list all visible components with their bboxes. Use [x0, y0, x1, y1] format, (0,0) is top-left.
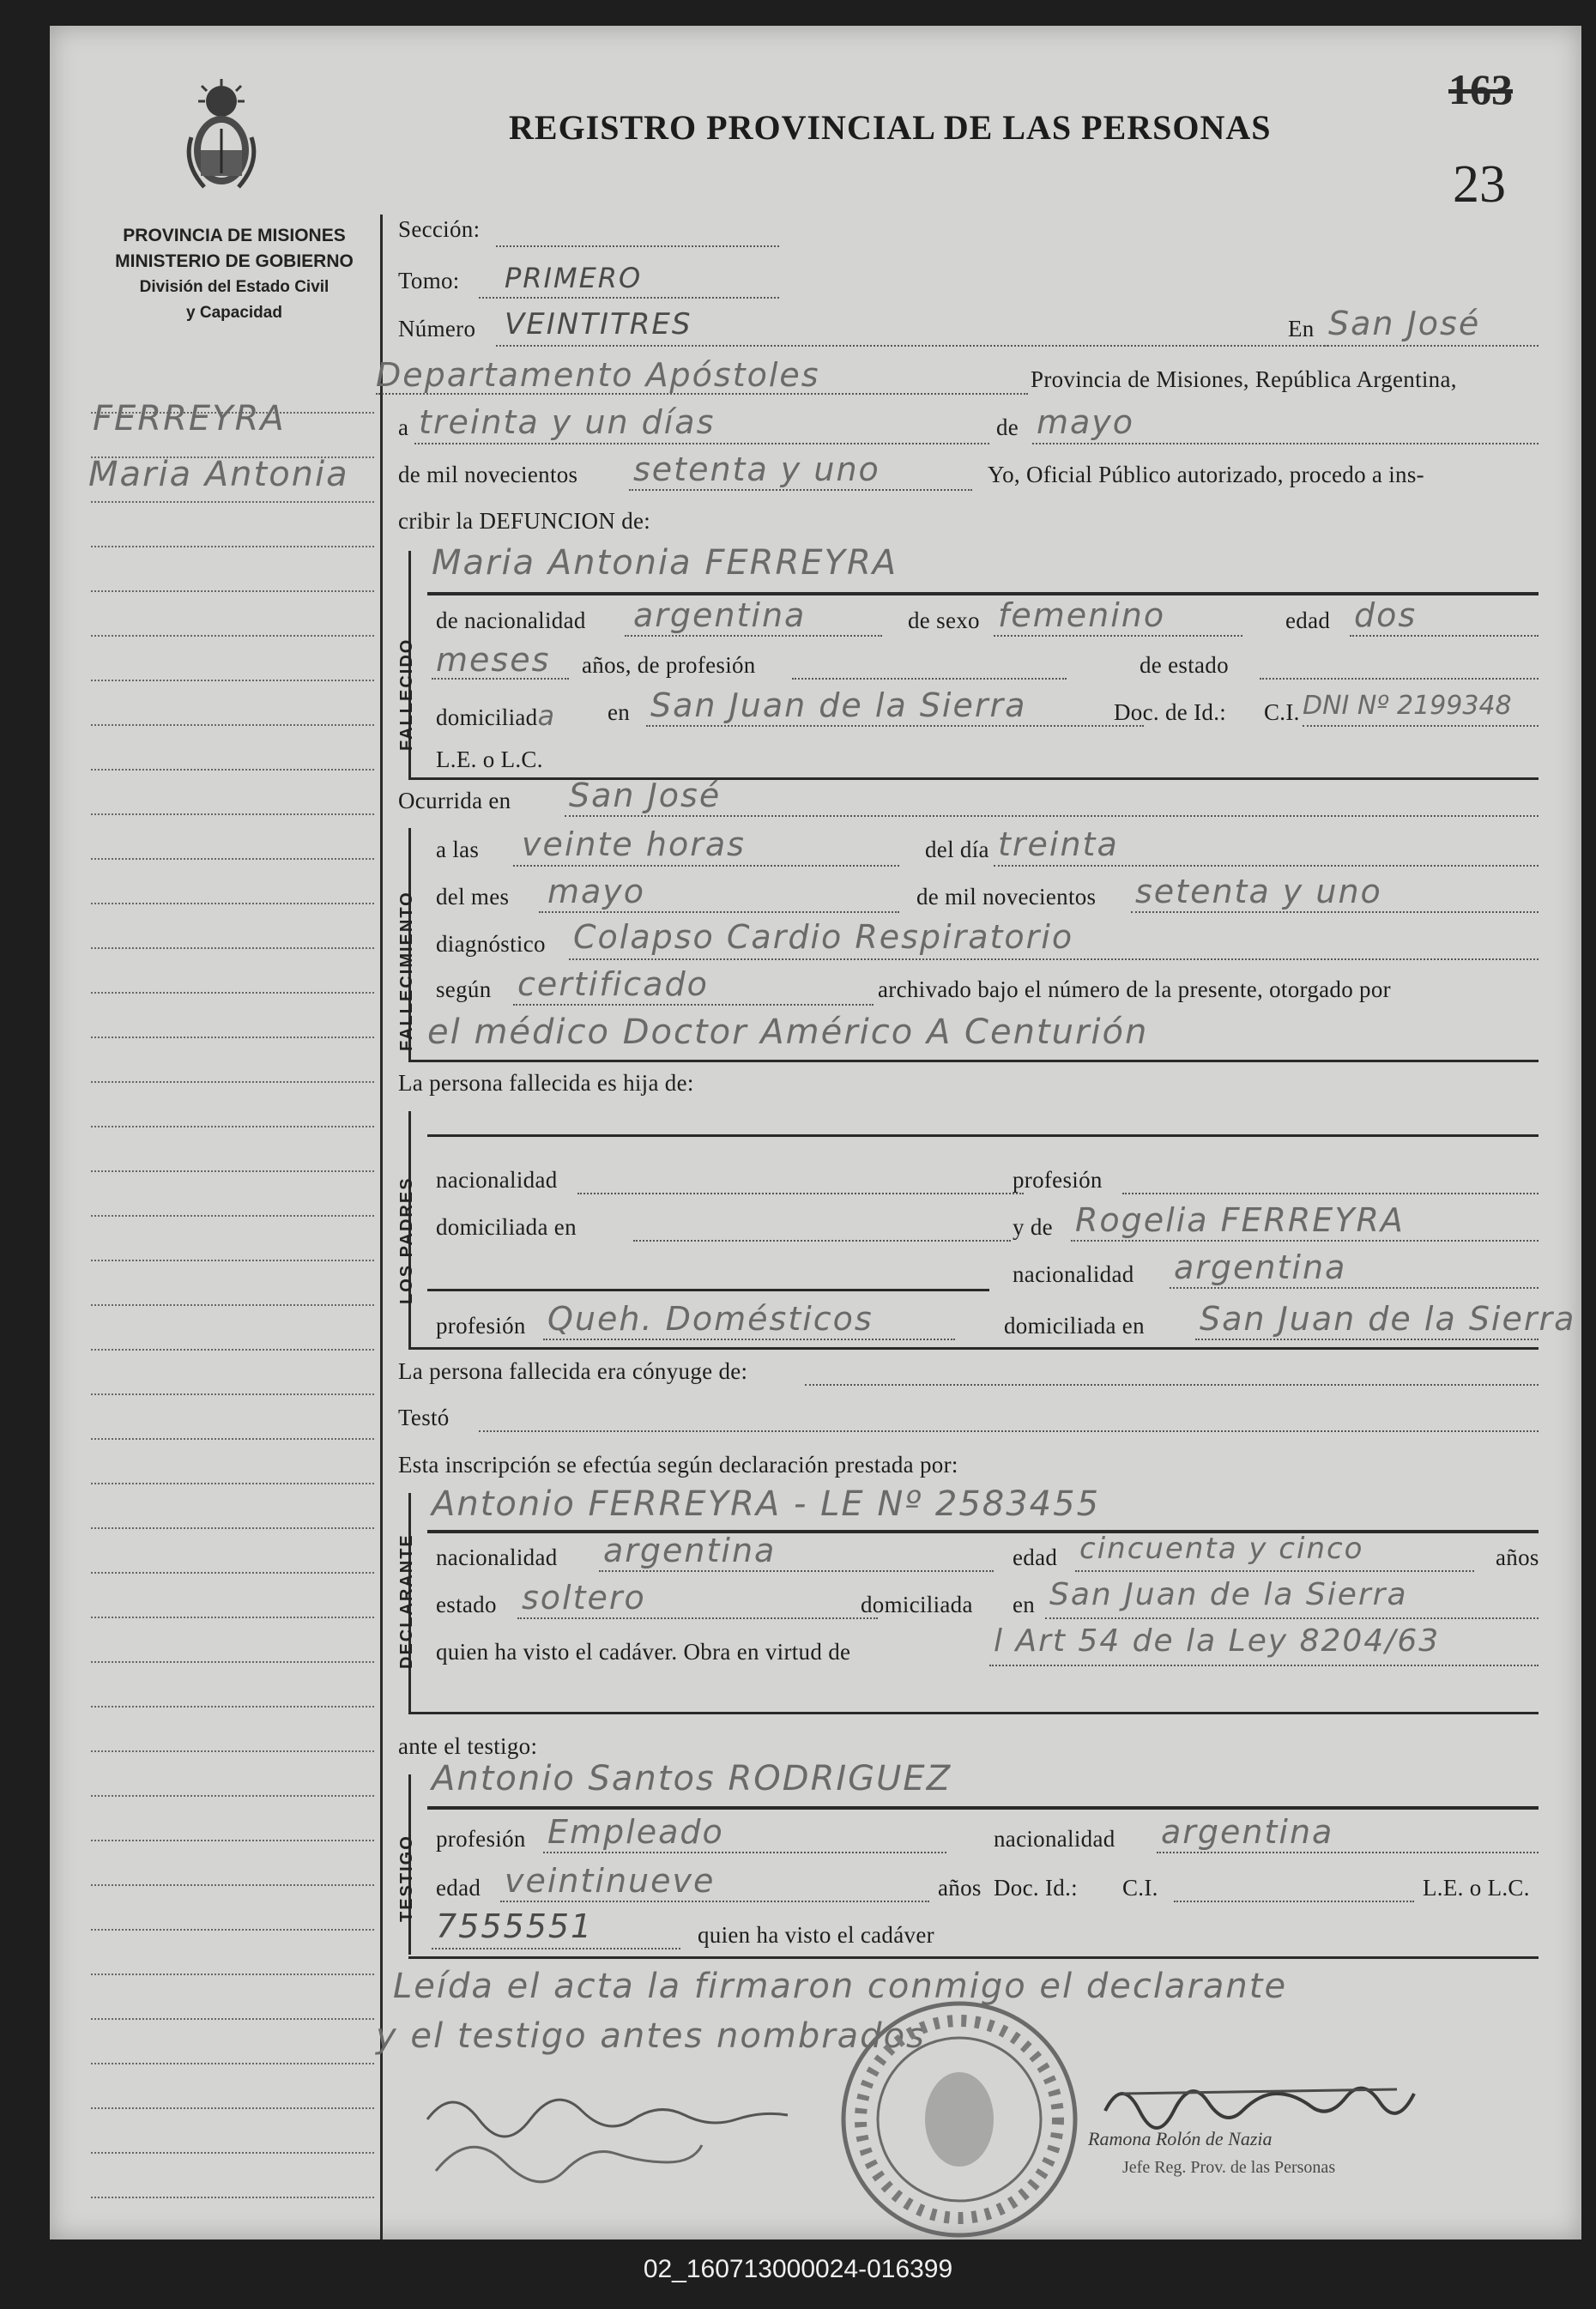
- margin-ruled-line: [91, 724, 374, 726]
- margin-ruled-line: [91, 1572, 374, 1574]
- testigo-profesion: Empleado: [547, 1813, 724, 1851]
- margin-ruled-line: [91, 1974, 374, 1975]
- declarante-en-label: en: [1013, 1592, 1036, 1617]
- madre-domicilio: San Juan de la Sierra: [1200, 1300, 1576, 1338]
- padre-nacionalidad-label: nacionalidad: [436, 1167, 558, 1193]
- declarante-edad-label: edad: [1013, 1544, 1058, 1570]
- margin-ruled-line: [91, 456, 374, 458]
- margin-ruled-line: [91, 590, 374, 592]
- declarante-edad: cincuenta y cinco: [1079, 1532, 1364, 1566]
- doc-label: Doc. de Id.:: [1114, 699, 1227, 725]
- departamento-value: Departamento Apóstoles: [376, 356, 820, 394]
- margin-ruled-line: [91, 769, 374, 771]
- ci-label: C.I.: [1264, 699, 1300, 725]
- margin-ruled-line: [91, 858, 374, 860]
- segun-value: certificado: [517, 965, 709, 1003]
- margin-ruled-line: [91, 2063, 374, 2064]
- medico-value: el médico Doctor Américo A Centurión: [427, 1012, 1149, 1052]
- margin-ruled-line: [91, 546, 374, 547]
- conyuge-text: La persona fallecida era cónyuge de:: [398, 1358, 748, 1384]
- official-name: Ramona Rolón de Nazia: [1088, 2128, 1273, 2149]
- testigo-profesion-label: profesión: [436, 1826, 526, 1852]
- en-label: En: [1288, 316, 1315, 342]
- sexo-label: de sexo: [908, 607, 980, 633]
- declarante-nacionalidad-label: nacionalidad: [436, 1544, 558, 1570]
- declarante-domicilio: San Juan de la Sierra: [1049, 1577, 1408, 1612]
- division-subtitle: y Capacidad: [186, 304, 282, 322]
- declarante-estado: soltero: [522, 1579, 646, 1617]
- closing-line-1: Leída el acta la firmaron conmigo el declarante: [393, 1967, 1288, 2006]
- hora-value: veinte horas: [522, 825, 746, 863]
- witness-signatures: [419, 2068, 865, 2214]
- testigo-edad: veintinueve: [505, 1862, 716, 1900]
- de-label: de: [996, 414, 1019, 440]
- margin-ruled-line: [91, 1438, 374, 1440]
- madre-profesion-label: profesión: [436, 1313, 526, 1339]
- margin-ruled-line: [91, 1126, 374, 1127]
- document-page: [50, 26, 1581, 2239]
- madre-profesion: Queh. Domésticos: [547, 1300, 874, 1338]
- testigo-nacionalidad-label: nacionalidad: [994, 1826, 1115, 1852]
- margin-ruled-line: [91, 1349, 374, 1351]
- a-las-label: a las: [436, 837, 480, 862]
- madre-domiciliada-label: domiciliada en: [1004, 1313, 1145, 1339]
- y-de-label: y de: [1013, 1214, 1053, 1240]
- page-number: 23: [1453, 155, 1506, 214]
- margin-ruled-line: [91, 1527, 374, 1529]
- anio-value-fallec: setenta y uno: [1135, 873, 1382, 910]
- madre-nombre: Rogelia FERREYRA: [1075, 1201, 1405, 1239]
- declarante-nombre: Antonio FERREYRA - LE Nº 2583455: [432, 1484, 1101, 1524]
- archivado-text: archivado bajo el número de la presente, otorgado por: [878, 976, 1391, 1002]
- ocurrida-lugar: San José: [569, 777, 722, 814]
- margin-ruled-line: [91, 1170, 374, 1172]
- testigo-visto-text: quien ha visto el cadáver: [698, 1922, 934, 1948]
- margin-ruled-line: [91, 1661, 374, 1663]
- margin-ruled-line: [91, 1706, 374, 1708]
- domiciliada-label: [436, 699, 556, 732]
- le-lc-label: L.E. o L.C.: [436, 746, 543, 772]
- testigo-doc-value: 7555551: [436, 1907, 594, 1945]
- padres-section-label: LOS PADRES: [397, 1176, 416, 1304]
- ministry-name: MINISTERIO DE GOBIERNO: [115, 251, 354, 271]
- margin-ruled-line: [91, 2152, 374, 2154]
- yo-text: Yo, Oficial Público autorizado, procedo a ins-: [988, 462, 1424, 487]
- mil-label-fallec: de mil novecientos: [916, 884, 1097, 910]
- mes-value-fallec: mayo: [547, 873, 646, 910]
- testigo-nombre: Antonio Santos RODRIGUEZ: [432, 1759, 952, 1798]
- margin-ruled-line: [91, 813, 374, 815]
- margin-surname: FERREYRA: [93, 399, 286, 438]
- diagnostico-label: diagnóstico: [436, 931, 546, 957]
- testigo-ci-label: C.I.: [1122, 1875, 1158, 1901]
- margin-given-name: Maria Antonia: [88, 455, 349, 494]
- declarante-section-label: DECLARANTE: [397, 1533, 416, 1669]
- ocurrida-label: Ocurrida en: [398, 788, 511, 813]
- testigo-nacionalidad: argentina: [1161, 1813, 1334, 1851]
- document-title: REGISTRO PROVINCIAL DE LAS PERSONAS: [509, 108, 1272, 147]
- margin-ruled-line: [91, 992, 374, 994]
- del-mes-label: del mes: [436, 884, 510, 910]
- tomo-value: PRIMERO: [505, 262, 643, 294]
- inscribir-text: cribir la DEFUNCION de:: [398, 508, 651, 534]
- official-seal-icon: [831, 1991, 1088, 2248]
- domiciliada-label-text: domiciliad: [436, 704, 538, 730]
- margin-ruled-line: [91, 2018, 374, 2020]
- testigo-doc-label: Doc. Id.:: [994, 1875, 1078, 1901]
- anio-value: setenta y uno: [633, 450, 880, 488]
- fallecido-nombre: Maria Antonia FERREYRA: [432, 543, 898, 583]
- margin-ruled-line: [91, 1929, 374, 1931]
- madre-nacionalidad: argentina: [1174, 1248, 1347, 1286]
- declarante-anios-label: años: [1496, 1544, 1539, 1570]
- dia-value: treinta y un días: [419, 403, 716, 441]
- numero-value: VEINTITRES: [505, 307, 692, 342]
- edad-label: edad: [1285, 607, 1331, 633]
- del-dia-label: del día: [925, 837, 989, 862]
- testo-label: Testó: [398, 1405, 450, 1430]
- domiciliada-suffix: a: [537, 699, 557, 732]
- declarante-virtud: l Art 54 de la Ley 8204/63: [994, 1623, 1441, 1659]
- a-label: a: [398, 414, 409, 440]
- hija-text: La persona fallecida es hija de:: [398, 1070, 694, 1096]
- fallecido-section-label: FALLECIDO: [397, 638, 416, 751]
- testigo-section-label: TESTIGO: [397, 1835, 416, 1922]
- mil-label: de mil novecientos: [398, 462, 578, 487]
- fallecimiento-section-label: FALLECIMIENTO: [397, 891, 416, 1051]
- fallecido-nacionalidad-label: de nacionalidad: [436, 607, 586, 633]
- ante-testigo-text: ante el testigo:: [398, 1733, 538, 1759]
- margin-ruled-line: [91, 1037, 374, 1038]
- seccion-label: Sección:: [398, 216, 481, 242]
- margin-ruled-line: [91, 1393, 374, 1395]
- declarante-domiciliada-label: domiciliada: [861, 1592, 973, 1617]
- left-header: [76, 223, 393, 326]
- madre-nacionalidad-label: nacionalidad: [1013, 1261, 1134, 1287]
- declarante-nacionalidad: argentina: [603, 1532, 777, 1569]
- margin-ruled-line: [91, 1795, 374, 1797]
- margin-ruled-line: [91, 2197, 374, 2198]
- declarante-estado-label: estado: [436, 1592, 497, 1617]
- estado-label: de estado: [1140, 652, 1229, 678]
- testigo-anios-label: años: [938, 1875, 982, 1901]
- division-name: División del Estado Civil: [139, 278, 329, 296]
- provincia-text: Provincia de Misiones, República Argentina,: [1031, 366, 1457, 392]
- margin-ruled-line: [91, 1483, 374, 1484]
- margin-ruled-line: [91, 947, 374, 949]
- margin-ruled-line: [91, 1884, 374, 1886]
- padre-domiciliada-label: domiciliada en: [436, 1214, 577, 1240]
- sexo-value: femenino: [998, 596, 1166, 634]
- margin-ruled-line: [91, 412, 374, 414]
- padre-profesion-label: profesión: [1013, 1167, 1103, 1193]
- margin-ruled-line: [91, 1081, 374, 1083]
- closing-line-2: y el testigo antes nombrados: [376, 2016, 926, 2056]
- segun-label: según: [436, 976, 492, 1002]
- margin-ruled-line: [91, 903, 374, 904]
- margin-ruled-line: [91, 1840, 374, 1841]
- domicilio-en-label: en: [608, 699, 631, 725]
- inscripcion-text: Esta inscripción se efectúa según declaración prestada por:: [398, 1452, 958, 1478]
- coat-of-arms-icon: [183, 77, 260, 197]
- fallecido-domicilio: San Juan de la Sierra: [650, 686, 1027, 724]
- testigo-edad-label: edad: [436, 1875, 481, 1901]
- struck-page-number: 163: [1448, 65, 1513, 113]
- mes-value: mayo: [1037, 403, 1135, 441]
- edad-value: dos: [1354, 596, 1418, 634]
- numero-label: Número: [398, 316, 476, 342]
- margin-ruled-line: [91, 680, 374, 681]
- margin-ruled-line: [91, 1304, 374, 1306]
- margin-ruled-line: [91, 501, 374, 503]
- anios-profesion-label: años, de profesión: [582, 652, 756, 678]
- margin-ruled-line: [91, 1215, 374, 1217]
- margin-divider: [380, 215, 383, 2239]
- province-name: PROVINCIA DE MISIONES: [123, 226, 346, 245]
- diagnostico-value: Colapso Cardio Respiratorio: [573, 918, 1074, 956]
- en-value: San José: [1328, 305, 1481, 342]
- margin-ruled-line: [91, 2107, 374, 2109]
- margin-ruled-line: [91, 635, 374, 637]
- fallecido-nacionalidad: argentina: [633, 596, 807, 634]
- declarante-visto-text: quien ha visto el cadáver. Obra en virtud de: [436, 1639, 851, 1665]
- margin-ruled-line: [91, 1750, 374, 1752]
- edad-meses: meses: [436, 641, 551, 679]
- margin-ruled-line: [91, 1617, 374, 1618]
- dia-value-fallec: treinta: [998, 825, 1119, 863]
- fallecido-doc-value: DNI Nº 2199348: [1303, 691, 1512, 721]
- tomo-label: Tomo:: [398, 268, 460, 293]
- official-title: Jefe Reg. Prov. de las Personas: [1122, 2158, 1336, 2177]
- file-id: 02_160713000024-016399: [643, 2255, 953, 2283]
- margin-ruled-line: [91, 1260, 374, 1261]
- testigo-le-label: L.E. o L.C.: [1423, 1875, 1530, 1901]
